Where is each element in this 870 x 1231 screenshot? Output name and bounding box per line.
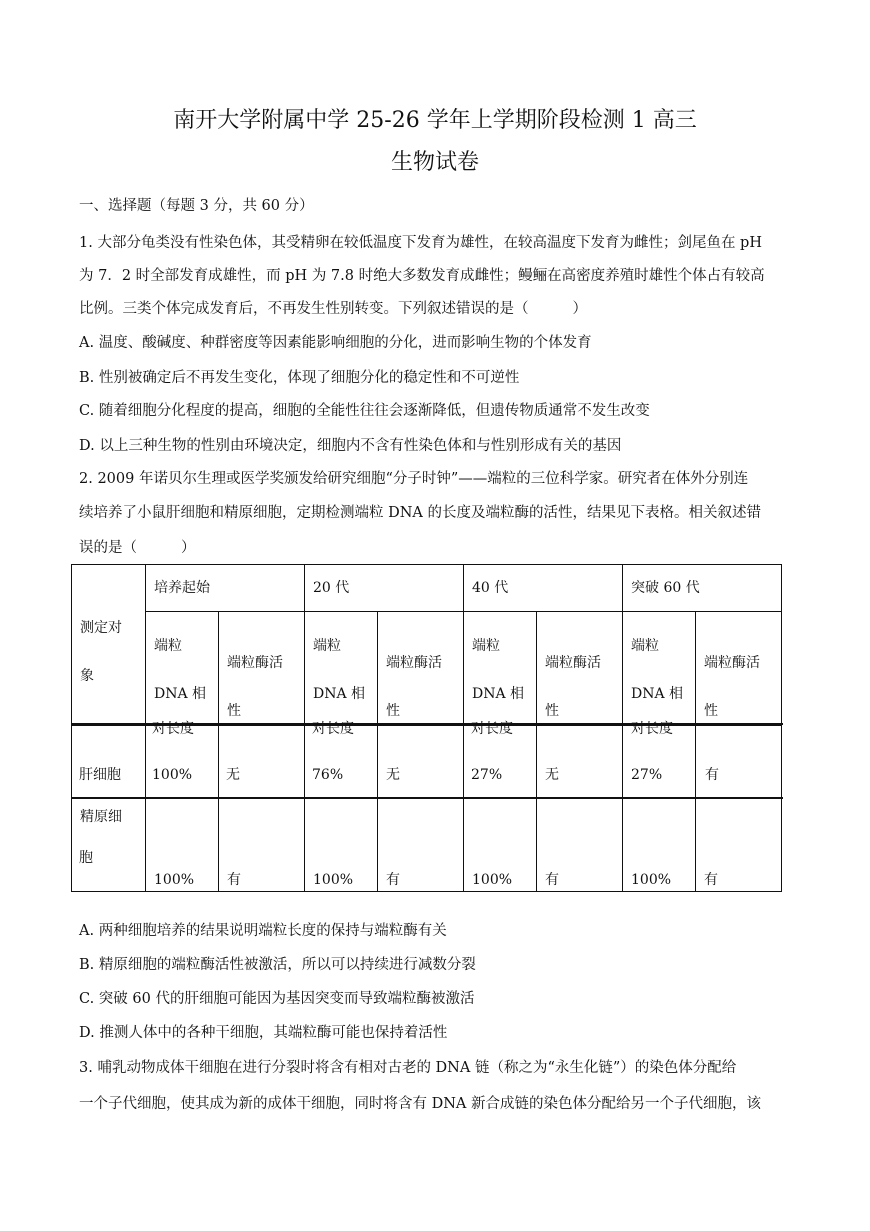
q2-option-b: B. 精原细胞的端粒酶活性被激活，所以可以持续进行减数分裂 [79,957,476,973]
q1-option-b: B. 性别被确定后不再发生变化，体现了细胞分化的稳定性和不可逆性 [79,370,520,386]
q2-option-d: D. 推测人体中的各种干细胞，其端粒酶可能也保持着活性 [79,1025,448,1041]
table-cell: 无 [386,767,400,783]
q3-stem-line: 一个子代细胞，使其成为新的成体干细胞，同时将含有 DNA 新合成链的染色体分配给另一个子代细胞，该 [79,1096,761,1112]
table-cell: 100% [146,726,219,892]
row-label-sperm-cont: 胞 [79,850,93,866]
overflow-text: 对长度 [312,721,354,737]
table-cell: 27% [471,767,503,783]
overflow-text: 对长度 [471,721,513,737]
q2-stem-line: 续培养了小鼠肝细胞和精原细胞，定期检测端粒 DNA 的长度及端粒酶的活性，结果见下表格。相关叙述错 [79,505,761,521]
q1-stem-line: 为 7．2 时全部发育成雄性，而 pH 为 7.8 时绝大多数发育成雌性；鳗鲡在高密度养殖时雄性个体占有较高 [79,268,765,284]
table-divider [71,797,783,799]
q1-option-d: D. 以上三种生物的性别由环境决定，细胞内不含有性染色体和与性别形成有关的基因 [79,438,622,454]
table-cell: 无 [545,767,559,783]
exam-title: 南开大学附属中学 25-26 学年上学期阶段检测 1 高三 [173,108,697,133]
table-cell: 有 [378,726,464,892]
table-cell: 27% [631,767,663,783]
sub-header-dna: 端粒 DNA 相 [464,612,537,726]
overflow-text: 对长度 [152,721,194,737]
row-label-sperm: 精原细 [72,726,146,892]
period-header: 培养起始 [146,565,305,612]
table-cell: 100% [464,726,537,892]
table-cell: 有 [696,726,782,892]
q3-stem-line: 3. 哺乳动物成体干细胞在进行分裂时将含有相对古老的 DNA 链（称之为“永生化链”）的染色体分配给 [79,1060,737,1076]
q1-option-a: A. 温度、酸碱度、种群密度等因素能影响细胞的分化，进而影响生物的个体发育 [79,335,592,351]
table-cell: 有 [537,726,623,892]
period-header: 20 代 [305,565,464,612]
sub-header-enzyme: 端粒酶活 性 [378,612,464,726]
row-label-liver: 肝细胞 [79,767,121,783]
q1-stem-line: 1. 大部分龟类没有性染色体，其受精卵在较低温度下发育为雄性，在较高温度下发育为雌性；剑尾鱼在 pH [79,235,762,251]
q1-option-c: C. 随着细胞分化程度的提高，细胞的全能性往往会逐渐降低，但遗传物质通常不发生改变 [79,403,650,419]
q2-option-a: A. 两种细胞培养的结果说明端粒长度的保持与端粒酶有关 [79,923,447,939]
period-header: 突破 60 代 [623,565,782,612]
sub-header-enzyme: 端粒酶活 性 [537,612,623,726]
section-heading: 一、选择题（每题 3 分，共 60 分） [79,198,314,214]
sub-header-dna: 端粒 DNA 相 [623,612,696,726]
table-cell: 有 [219,726,305,892]
exam-subject: 生物试卷 [390,150,479,175]
sub-header-dna: 端粒 DNA 相 [305,612,378,726]
table-cell: 76% [312,767,344,783]
q1-stem-line: 比例。三类个体完成发育后，不再发生性别转变。下列叙述错误的是（ ） [79,301,587,317]
overflow-text: 对长度 [631,721,673,737]
q2-stem-line: 误的是（ ） [79,540,196,556]
sub-header-dna: 端粒 DNA 相 [146,612,219,726]
q2-stem-line: 2. 2009 年诺贝尔生理或医学奖颁发给研究细胞“分子时钟”——端粒的三位科学家。研究者在体外分别连 [79,471,749,487]
q2-option-c: C. 突破 60 代的肝细胞可能因为基因突变而导致端粒酶被激活 [79,991,475,1007]
table-row-header: 测定对 象 [72,565,146,726]
sub-header-enzyme: 端粒酶活 性 [219,612,305,726]
sub-header-enzyme: 端粒酶活 性 [696,612,782,726]
table-cell: 有 [705,767,719,783]
table-cell: 无 [226,767,240,783]
table-cell: 100% [623,726,696,892]
table-cell: 100% [305,726,378,892]
period-header: 40 代 [464,565,623,612]
table-cell: 100% [152,767,193,783]
